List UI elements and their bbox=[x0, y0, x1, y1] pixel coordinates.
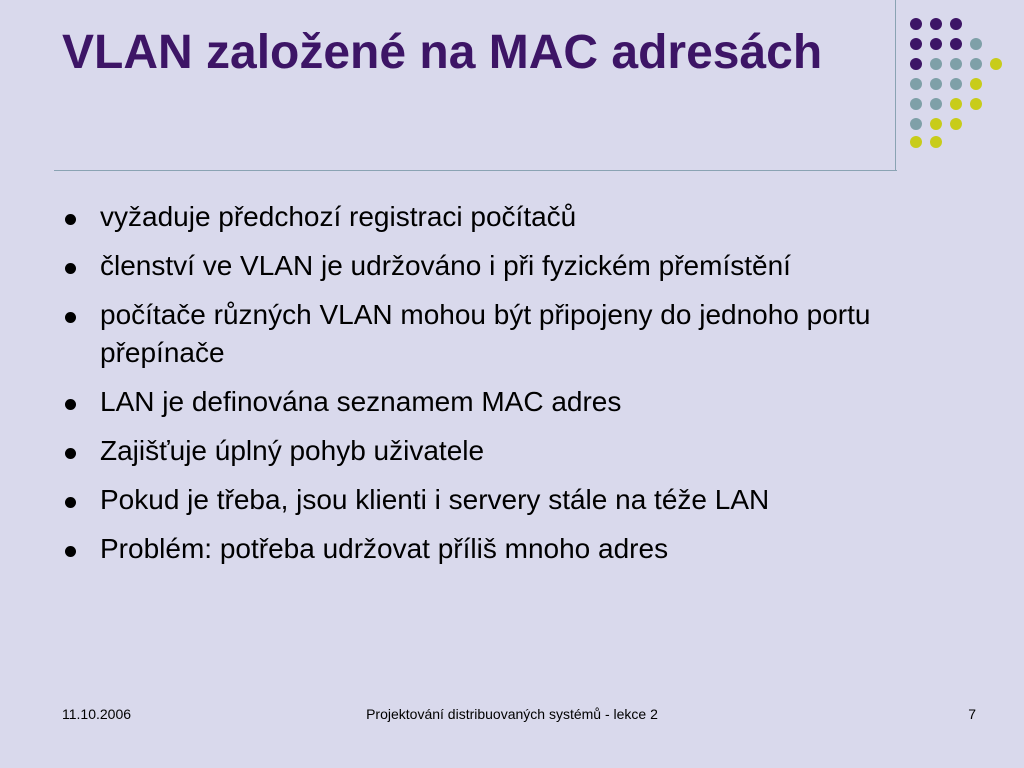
dot bbox=[970, 38, 982, 50]
bullet-text: počítače různých VLAN mohou být připojeny do jednoho portu přepínače bbox=[100, 299, 871, 368]
dot bbox=[910, 98, 922, 110]
bullet-item bbox=[62, 296, 982, 372]
bullet-dot-icon bbox=[65, 312, 76, 323]
dot bbox=[970, 78, 982, 90]
footer-date: 11.10.2006 bbox=[62, 706, 132, 722]
bullet-item bbox=[62, 383, 982, 421]
dot bbox=[950, 78, 962, 90]
dot bbox=[910, 58, 922, 70]
dot bbox=[910, 136, 922, 148]
dot bbox=[930, 58, 942, 70]
bullet-dot-icon bbox=[65, 263, 76, 274]
dot bbox=[950, 18, 962, 30]
bullet-dot-icon bbox=[65, 546, 76, 557]
dot bbox=[950, 118, 962, 130]
bullet-list bbox=[62, 198, 982, 579]
dot bbox=[990, 58, 1002, 70]
dot bbox=[910, 118, 922, 130]
bullet-text: vyžaduje předchozí registraci počítačů bbox=[100, 201, 577, 232]
title-side-rule bbox=[895, 0, 896, 171]
bullet-text: členství ve VLAN je udržováno i při fyzickém přemístění bbox=[100, 250, 791, 281]
dot bbox=[910, 78, 922, 90]
dot bbox=[930, 78, 942, 90]
bullet-item bbox=[62, 198, 982, 236]
dot bbox=[930, 18, 942, 30]
slide-title: VLAN založené na MAC adresách bbox=[62, 26, 823, 79]
dot bbox=[950, 58, 962, 70]
bullet-dot-icon bbox=[65, 399, 76, 410]
dot bbox=[930, 98, 942, 110]
dot bbox=[930, 118, 942, 130]
bullet-text: LAN je definována seznamem MAC adres bbox=[100, 386, 622, 417]
bullet-item bbox=[62, 481, 982, 519]
bullet-text: Pokud je třeba, jsou klienti i servery stále na téže LAN bbox=[100, 484, 770, 515]
dot bbox=[930, 38, 942, 50]
dot bbox=[950, 98, 962, 110]
footer-page-number: 7 bbox=[968, 706, 976, 722]
bullet-dot-icon bbox=[65, 497, 76, 508]
dot bbox=[950, 38, 962, 50]
bullet-dot-icon bbox=[65, 214, 76, 225]
dot bbox=[970, 58, 982, 70]
dot bbox=[930, 136, 942, 148]
bullet-dot-icon bbox=[65, 448, 76, 459]
bullet-item bbox=[62, 530, 982, 568]
decorative-dot-grid bbox=[906, 14, 1006, 150]
bullet-text: Zajišťuje úplný pohyb uživatele bbox=[100, 435, 485, 466]
footer-course: Projektování distribuovaných systémů - lekce 2 bbox=[366, 706, 658, 722]
bullet-text: Problém: potřeba udržovat příliš mnoho adres bbox=[100, 533, 669, 564]
dot bbox=[910, 38, 922, 50]
title-underline bbox=[54, 170, 897, 171]
dot bbox=[910, 18, 922, 30]
bullet-item bbox=[62, 432, 982, 470]
dot bbox=[970, 98, 982, 110]
bullet-item bbox=[62, 247, 982, 285]
